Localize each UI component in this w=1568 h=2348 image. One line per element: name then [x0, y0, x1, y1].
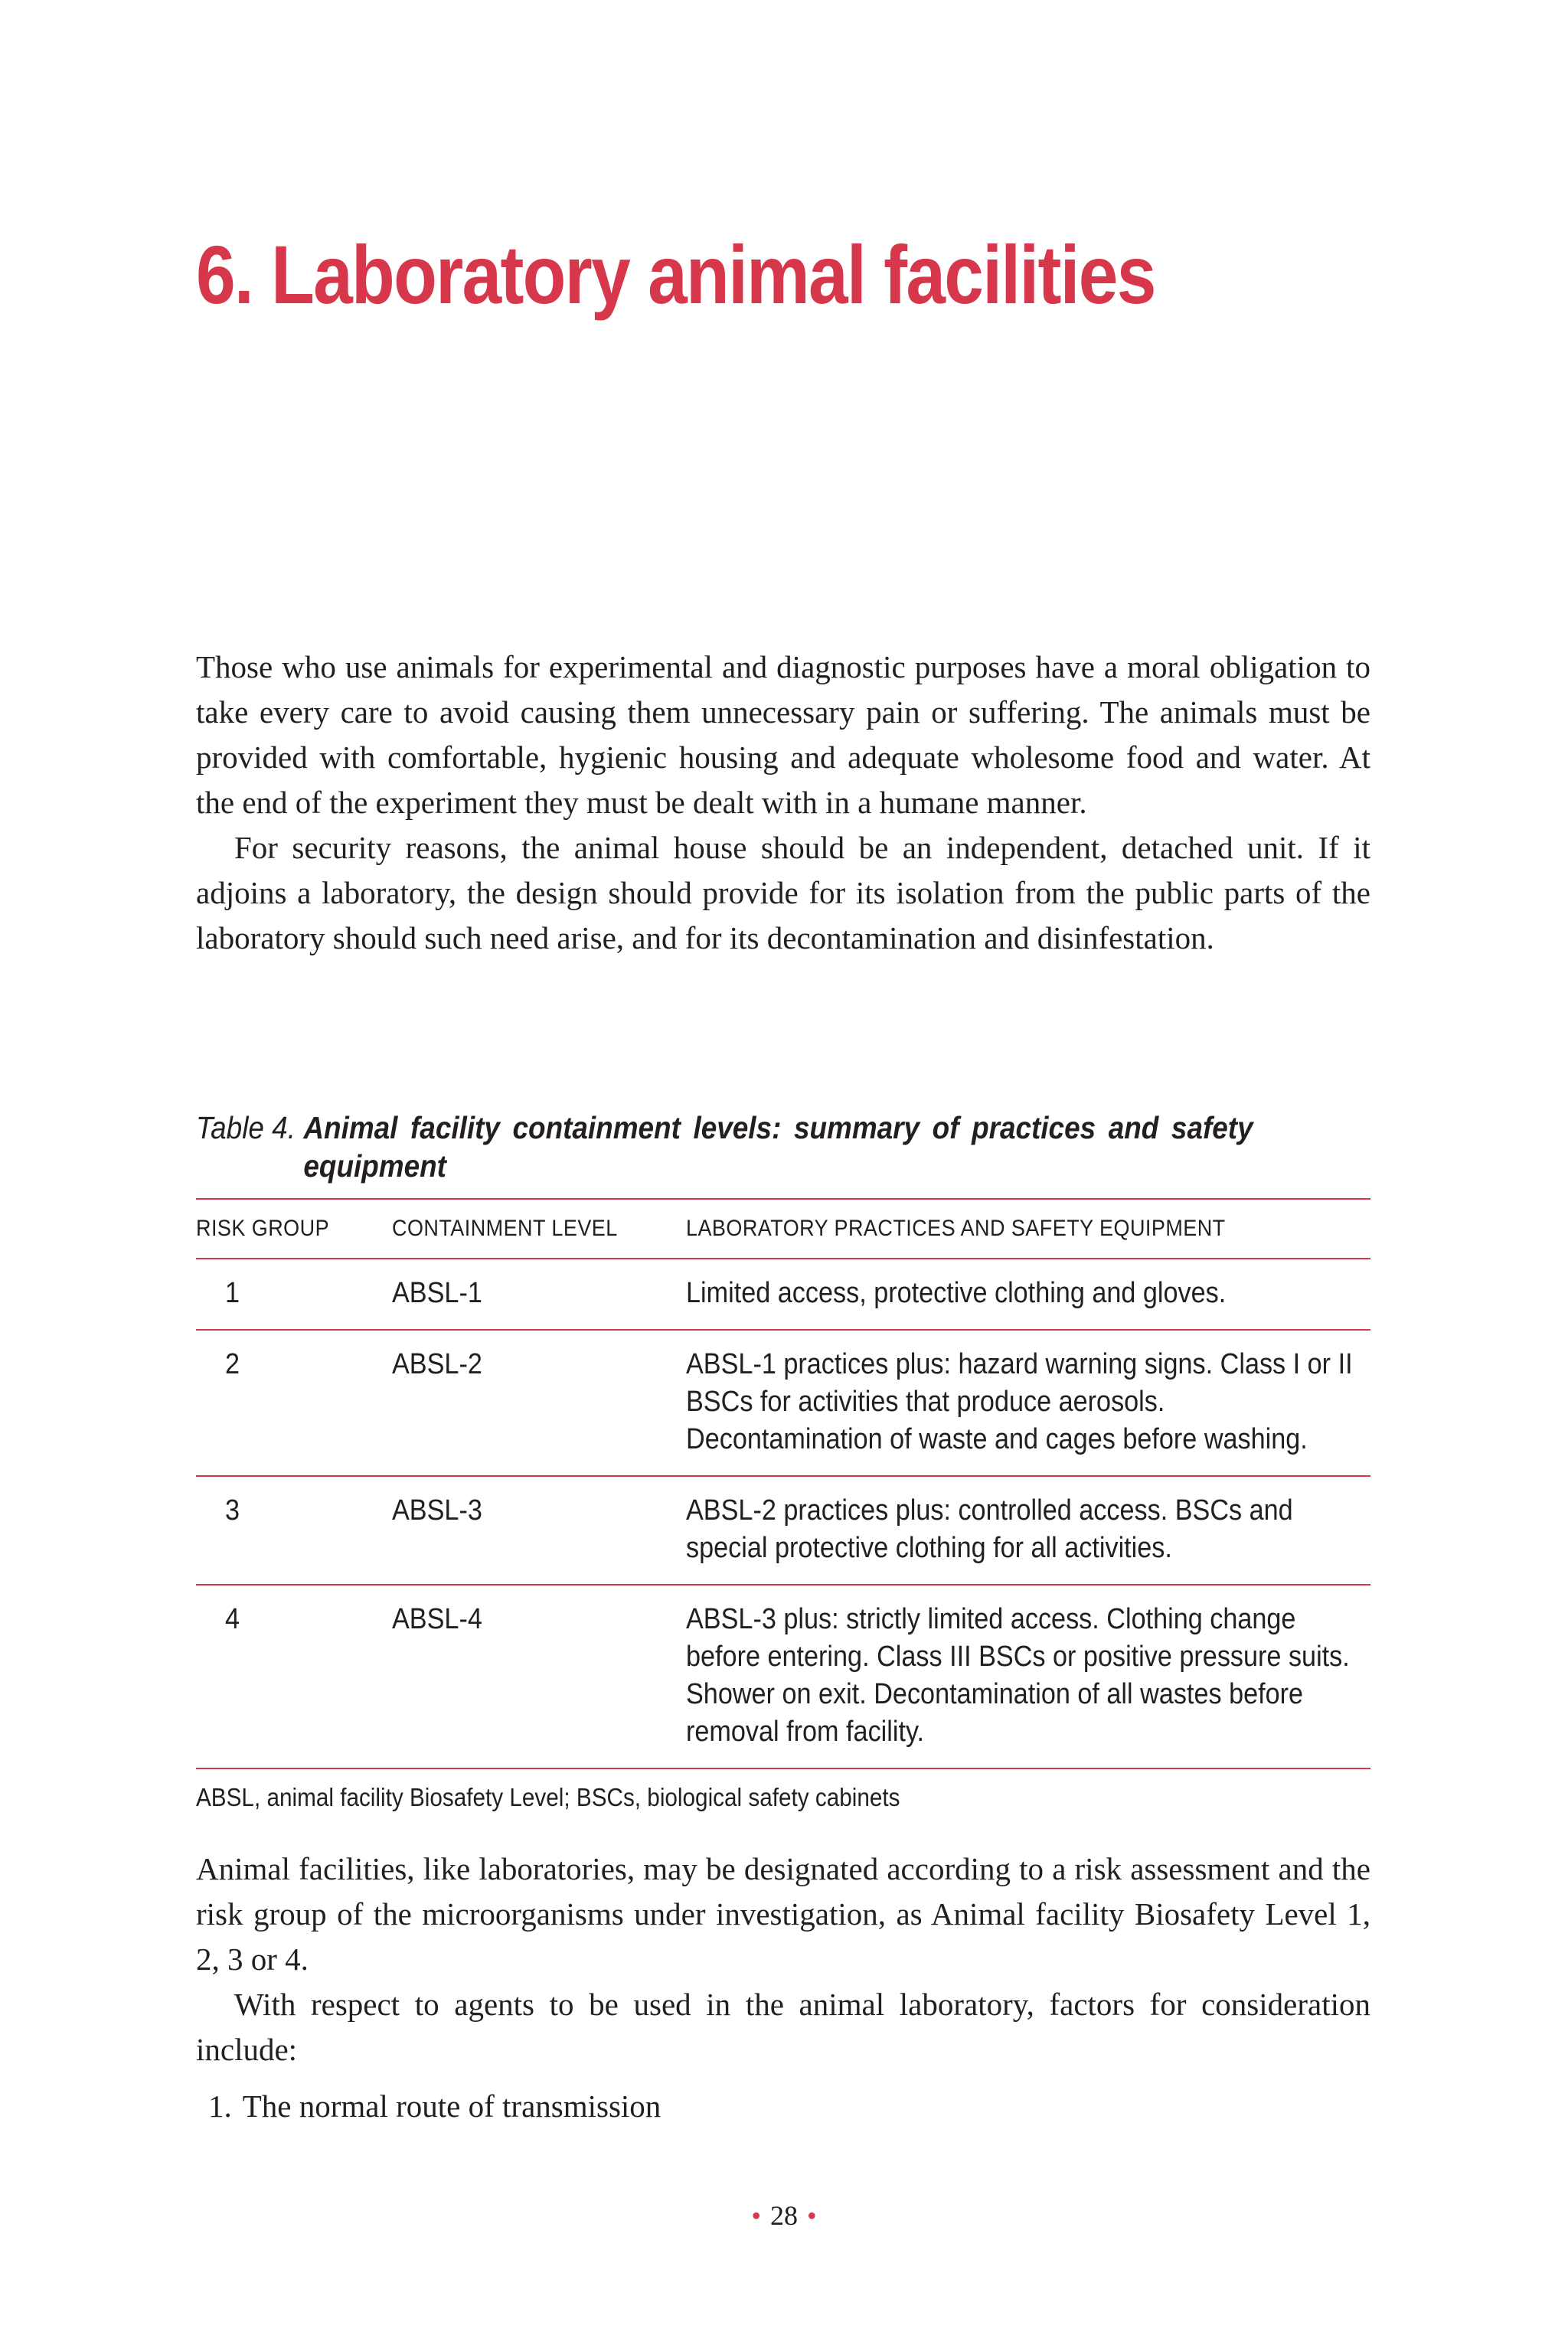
- table-caption: [196, 1109, 1253, 1185]
- cell-risk-group: 2: [225, 1348, 240, 1380]
- page-number: [0, 2199, 1568, 2232]
- cell-risk-group: 3: [225, 1494, 240, 1527]
- list-text: The normal route of transmission: [242, 2088, 662, 2124]
- bullet-icon: •: [751, 2200, 761, 2231]
- table-footnote: ABSL, animal facility Biosafety Level; BSCs, biological safety cabinets: [196, 1783, 900, 1811]
- intro-paragraph-1: Those who use animals for experimental and diagnostic purposes have a moral obligation to take every care to avoid causing them unnecessary pain or suffering. The animals must be provided with comfortable, hygienic housing and adequate wholesome food and water. At the end of the experiment they must be dealt with in a humane manner.: [196, 649, 1370, 820]
- table-label: Table 4.: [196, 1110, 296, 1145]
- cell-level: ABSL-3: [392, 1494, 482, 1527]
- chapter-title: 6. Laboratory animal facilities: [196, 228, 1155, 321]
- cell-risk-group: 4: [225, 1603, 240, 1635]
- table-row: [196, 1477, 1370, 1584]
- list-number: 1.: [208, 2088, 232, 2124]
- table-row: [196, 1259, 1370, 1329]
- list-item: [208, 2088, 671, 2124]
- header-risk-group: RISK GROUP: [196, 1216, 330, 1241]
- body-paragraph-2: With respect to agents to be used in the animal laboratory, factors for consideration include:: [196, 1987, 1370, 2067]
- body-paragraph-1: Animal facilities, like laboratories, may be designated according to a risk assessment and the risk group of the microorganisms under investigation, as Animal facility Biosafety Level 1, 2, 3 or 4.: [196, 1851, 1370, 1977]
- table-title: Animal facility containment levels: summary of practices and safety equipment: [303, 1110, 1253, 1184]
- cell-risk-group: 1: [225, 1277, 240, 1309]
- table-row: [196, 1585, 1370, 1768]
- header-practices: LABORATORY PRACTICES AND SAFETY EQUIPMENT: [686, 1216, 1226, 1241]
- cell-level: ABSL-1: [392, 1277, 482, 1309]
- page-number-value: 28: [770, 2200, 798, 2231]
- intro-section: [196, 645, 1370, 961]
- cell-level: ABSL-4: [392, 1603, 482, 1635]
- bullet-icon: •: [807, 2200, 817, 2231]
- cell-practices: ABSL-3 plus: strictly limited access. Clothing change before entering. Class III BSCs or positive pressure suits. Shower on exit. Decontamination of all wastes before removal from facility.: [686, 1603, 1350, 1748]
- cell-practices: ABSL-2 practices plus: controlled access. BSCs and special protective clothing for all activities.: [686, 1494, 1293, 1564]
- header-containment-level: CONTAINMENT LEVEL: [392, 1216, 618, 1241]
- cell-level: ABSL-2: [392, 1348, 482, 1380]
- cell-practices: Limited access, protective clothing and gloves.: [686, 1277, 1227, 1309]
- intro-paragraph-2: For security reasons, the animal house should be an independent, detached unit. If it adjoins a laboratory, the design should provide for its isolation from the public parts of the laboratory should such need arise, and for its decontamination and disinfestation.: [196, 830, 1370, 955]
- table-row: [196, 1331, 1370, 1475]
- containment-levels-table: [196, 1198, 1370, 1812]
- cell-practices: ABSL-1 practices plus: hazard warning signs. Class I or II BSCs for activities that produce aerosols. Decontamination of waste and cages before washing.: [686, 1348, 1353, 1455]
- table-header-row: [196, 1200, 1370, 1258]
- post-table-section: [196, 1847, 1370, 2072]
